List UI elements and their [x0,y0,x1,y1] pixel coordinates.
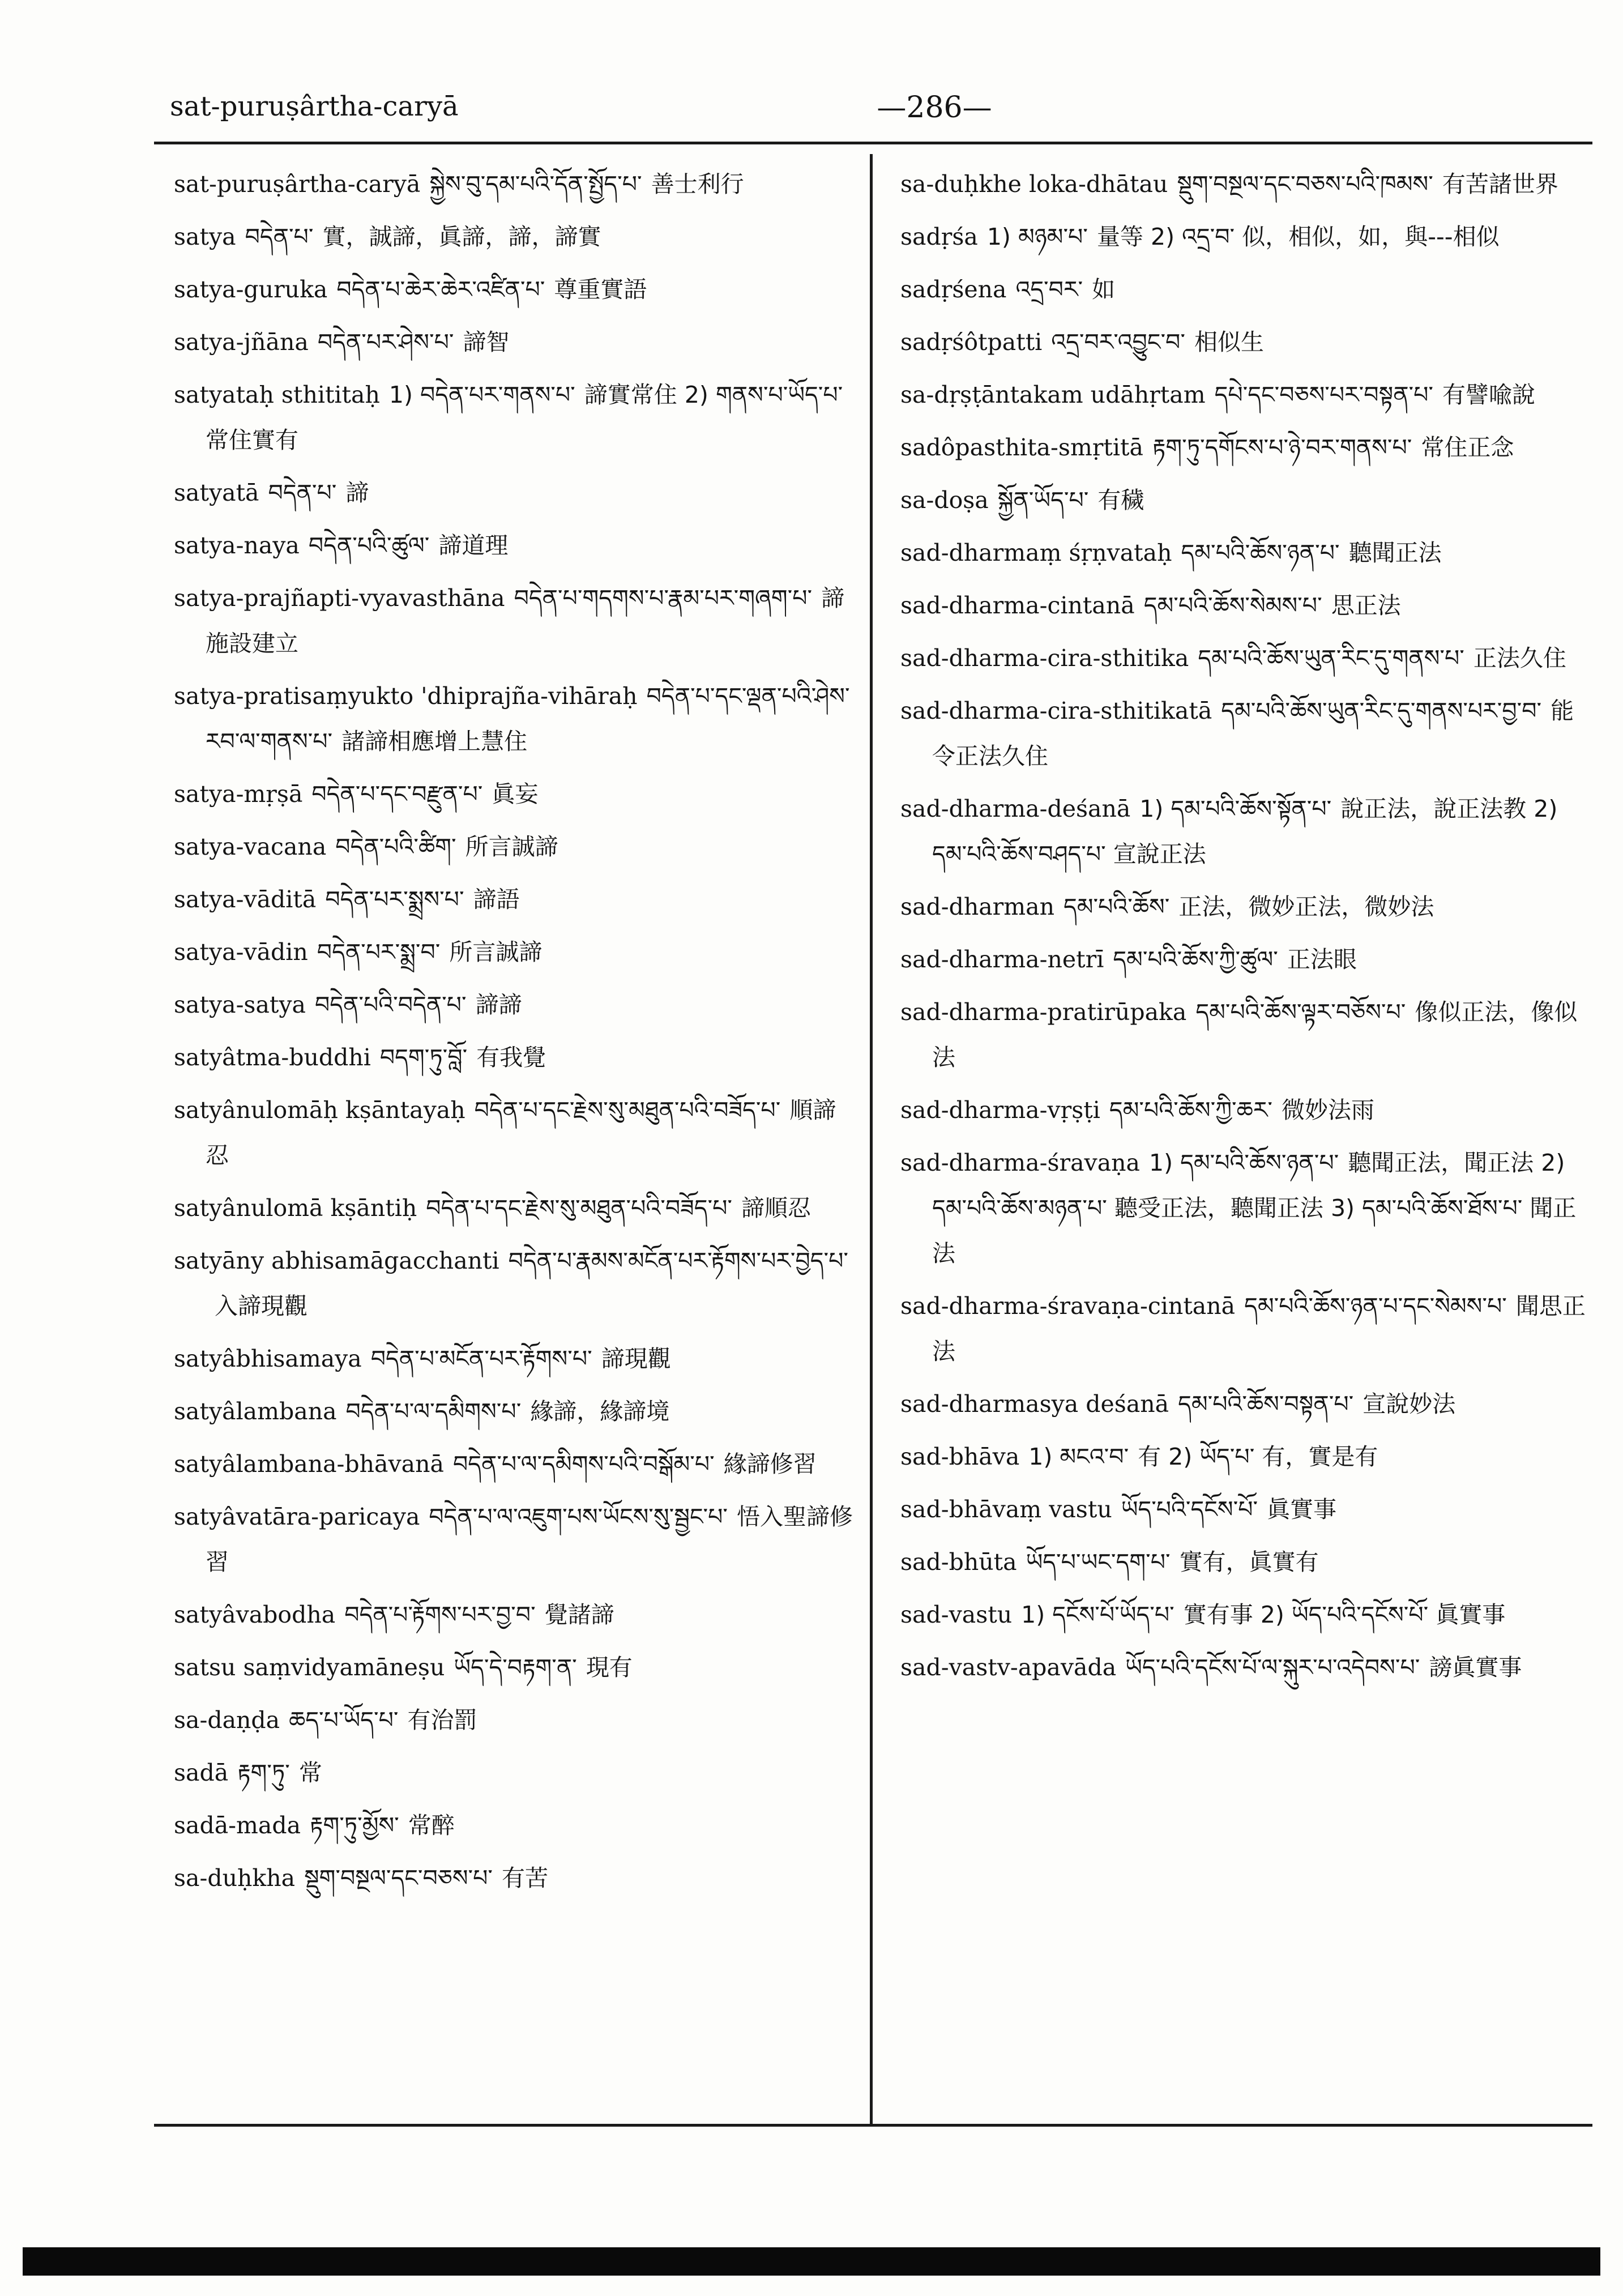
chinese-equivalent: 有苦諸世界 [1442,170,1558,198]
sanskrit-headword: satyâvabodha [174,1601,336,1628]
chinese-equivalent: 能令正法久住 [932,697,1574,770]
dictionary-entry [900,937,1597,982]
tibetan-equivalent: བདེན་པ་རྟོགས་པར་བྱ་བ་ [344,1601,536,1628]
chinese-equivalent: 聞思正法 [932,1292,1586,1365]
tibetan-equivalent: ཆད་པ་ཡོད་པ་ [289,1706,399,1734]
tibetan-equivalent: འདྲ་བར་ [1015,276,1083,303]
chinese-equivalent: 常 [298,1759,322,1786]
tibetan-equivalent: 1) དམ་པའི་ཆོས་སྟོན་པ་ [1139,795,1332,822]
sanskrit-headword: sad-dharma-netrī [900,946,1104,973]
sanskrit-headword: satya-pratisaṃyukto 'dhiprajña-vihāraḥ [174,682,638,710]
sanskrit-headword: sad-bhūta [900,1548,1017,1576]
tibetan-equivalent: དམ་པའི་ཆོས་ཡུན་རིང་དུ་གནས་པ་ [1198,645,1464,672]
sanskrit-headword: sad-dharma-deśanā [900,795,1131,822]
dictionary-entry [900,161,1597,207]
header-rule [154,142,1592,144]
sanskrit-headword: satyâlambana [174,1398,337,1425]
dictionary-entry [174,673,859,764]
dictionary-entry [900,786,1597,877]
sanskrit-headword: satya-satya [174,991,306,1018]
dictionary-entry [174,1389,859,1434]
chinese-equivalent: 覺諸諦 [544,1601,614,1628]
dictionary-entry [900,1283,1597,1374]
dictionary-entry [174,877,859,922]
sanskrit-headword: satyânulomāḥ kṣāntayaḥ [174,1096,465,1124]
tibetan-equivalent: དམ་པའི་ཆོས་ཀྱི་ཚུལ་ [1113,946,1278,973]
dictionary-entry [900,884,1597,929]
chinese-equivalent: 聽聞正法 [1348,539,1442,566]
column-divider [870,154,873,2125]
dictionary-entry [900,425,1597,470]
dictionary-entry [174,1855,859,1901]
dictionary-entry [900,530,1597,575]
sanskrit-headword: sad-bhāva [900,1443,1020,1470]
dictionary-entry [900,1434,1597,1479]
chinese-equivalent: 實有事 2) ཡོད་པའི་དངོས་པོ་ 眞實事 [1183,1601,1506,1628]
dictionary-entry [174,1336,859,1381]
sanskrit-headword: sad-dharma-cira-sthitika [900,645,1189,672]
tibetan-equivalent: རྟག་ཏུ་ [237,1759,290,1786]
chinese-equivalent: 眞實事 [1267,1496,1337,1523]
page-number: —286— [877,91,992,125]
chinese-equivalent: 眞妄 [492,780,539,808]
chinese-equivalent: 現有 [586,1654,633,1681]
chinese-equivalent: 微妙法雨 [1282,1096,1375,1124]
chinese-equivalent: 常住正念 [1421,434,1514,461]
chinese-equivalent: 常醉 [408,1812,455,1839]
chinese-equivalent: 有治罰 [407,1706,477,1734]
tibetan-equivalent: བདེན་པ་དང་རྗེས་སུ་མཐུན་པའི་བཟོད་པ་ [426,1194,732,1222]
tibetan-equivalent: དམ་པའི་ཆོས་ [1064,893,1170,920]
sanskrit-headword: satya-mṛṣā [174,780,303,808]
dictionary-entry [174,1645,859,1690]
sanskrit-headword: sadā-mada [174,1812,301,1839]
tibetan-equivalent: སྐྱོན་ཡོད་པ་ [997,486,1089,514]
dictionary-entry [174,372,859,463]
chinese-equivalent: 說正法，說正法教 2) དམ་པའི་ཆོས་བཤད་པ་ 宣說正法 [932,795,1558,868]
chinese-equivalent: 諸諦相應增上慧住 [341,728,528,755]
chinese-equivalent: 有我覺 [476,1044,546,1071]
tibetan-equivalent: བདེན་པ་ལ་དམིགས་པའི་བསྒོམ་པ་ [452,1450,715,1478]
sanskrit-headword: sat-puruṣârtha-caryā [174,170,421,198]
chinese-equivalent: 緣諦，緣諦境 [530,1398,670,1425]
sanskrit-headword: sa-daṇḍa [174,1706,280,1734]
dictionary-entry [900,989,1597,1080]
sanskrit-headword: sad-vastu [900,1601,1013,1628]
dictionary-entry [174,1238,859,1329]
tibetan-equivalent: བདེན་པ་ལ་འཇུག་པས་ཡོངས་སུ་སྦྱང་པ་ [429,1503,728,1530]
dictionary-entry [174,1803,859,1848]
dictionary-entry [174,214,859,259]
tibetan-equivalent: དམ་པའི་ཆོས་ཡུན་རིང་དུ་གནས་པར་བྱ་བ་ [1221,697,1542,724]
tibetan-equivalent: བདེན་པ་དང་བརྫུན་པ་ [311,780,483,808]
sanskrit-headword: satyâbhisamaya [174,1345,362,1372]
chinese-equivalent: 諦實常住 2) གནས་པ་ཡོད་པ་ 常住實有 [206,381,843,454]
dictionary-entry [174,1750,859,1795]
dictionary-entry [174,1035,859,1080]
sanskrit-headword: satyâtma-buddhi [174,1044,371,1071]
tibetan-equivalent: ཡོད་པའི་དངོས་པོ་ལ་སྐུར་པ་འདེབས་པ་ [1125,1654,1420,1681]
sanskrit-headword: sa-duḥkhe loka-dhātau [900,170,1168,198]
tibetan-equivalent: དམ་པའི་ཆོས་སེམས་པ་ [1143,592,1322,619]
chinese-equivalent: 諦語 [473,886,520,913]
chinese-equivalent: 有穢 [1097,486,1144,514]
sanskrit-headword: sadā [174,1759,229,1786]
dictionary-entry [900,1381,1597,1427]
sanskrit-headword: sa-dṛṣṭāntakam udāhṛtam [900,381,1206,408]
dictionary-entry [174,1592,859,1637]
tibetan-equivalent: རྟག་ཏུ་མྱོས་ [310,1812,399,1839]
tibetan-equivalent: བདེན་པ་གདགས་པ་རྣམ་པར་གཞག་པ་ [514,584,813,612]
dictionary-entry [900,635,1597,681]
chinese-equivalent: 緣諦修習 [723,1450,817,1478]
sanskrit-headword: sad-vastv-apavāda [900,1654,1117,1681]
sanskrit-headword: satya-prajñapti-vyavasthāna [174,584,505,612]
sanskrit-headword: sadôpasthita-smṛtitā [900,434,1143,461]
chinese-equivalent: 諦現觀 [601,1345,671,1372]
chinese-equivalent: 諦施設建立 [206,584,845,657]
dictionary-entry [174,1087,859,1178]
sanskrit-headword: satya-naya [174,532,300,559]
sanskrit-headword: sa-duḥkha [174,1864,296,1892]
sanskrit-headword: sad-dharmaṃ śṛṇvataḥ [900,539,1172,566]
chinese-equivalent: 宣說妙法 [1363,1390,1456,1418]
dictionary-entry [174,1697,859,1743]
tibetan-equivalent: བདེན་པ་ [245,223,314,250]
dictionary-entry [174,470,859,515]
sanskrit-headword: satyâvatāra-paricaya [174,1503,420,1530]
chinese-equivalent: 聽聞正法，聞正法 2) དམ་པའི་ཆོས་མཉན་པ་ 聽受正法，聽聞正法 3) དམ་པའི་ཆོས་ཐོས་པ་ 聞正法 [932,1149,1577,1267]
sanskrit-headword: sadṛśa [900,223,978,250]
tibetan-equivalent: བདེན་པ་དང་རྗེས་སུ་མཐུན་པའི་བཟོད་པ་ [474,1096,781,1124]
chinese-equivalent: 所言誠諦 [449,938,543,966]
dictionary-entry [900,1592,1597,1637]
dictionary-entry [174,575,859,666]
right-column [900,161,1597,1697]
tibetan-equivalent: བདེན་པ་མངོན་པར་རྟོགས་པ་ [370,1345,592,1372]
chinese-equivalent: 諦智 [463,328,510,356]
tibetan-equivalent: བདེན་པར་སྨྲ་བ་ [317,938,441,966]
tibetan-equivalent: བདེན་པར་ཤེས་པ་ [317,328,454,356]
page-header [170,85,1586,136]
dictionary-entry [174,824,859,869]
dictionary-entry [900,319,1597,365]
tibetan-equivalent: བདེན་པའི་ཚིག་ [335,833,456,860]
sanskrit-headword: sad-dharman [900,893,1055,920]
chinese-equivalent: 實有，眞實有 [1179,1548,1319,1576]
tibetan-equivalent: དམ་པའི་ཆོས་ཉན་པ་ [1181,539,1340,566]
tibetan-equivalent: དམ་པའི་ཆོས་ཉན་པ་དང་སེམས་པ་ [1244,1292,1507,1320]
tibetan-equivalent: བདག་ཏུ་བློ་ [379,1044,468,1071]
tibetan-equivalent: 1) དངོས་པོ་ཡོད་པ་ [1021,1601,1174,1628]
dictionary-entry [174,161,859,207]
sanskrit-headword: sad-dharma-śravaṇa [900,1149,1140,1176]
dictionary-entry [174,982,859,1027]
chinese-equivalent: 正法，微妙正法，微妙法 [1178,893,1434,920]
chinese-equivalent: 善士利行 [651,170,744,198]
chinese-equivalent: 諦順忍 [741,1194,811,1222]
left-column [174,161,859,1908]
tibetan-equivalent: ཡོད་པའི་དངོས་པོ་ [1121,1496,1258,1523]
sanskrit-headword: sad-dharma-cira-sthitikatā [900,697,1212,724]
footer-rule [154,2124,1592,2127]
dictionary-entry [900,1087,1597,1133]
dictionary-entry [174,1494,859,1585]
sanskrit-headword: satya-vacana [174,833,327,860]
tibetan-equivalent: རྟག་ཏུ་དགོངས་པ་ཉེ་བར་གནས་པ་ [1152,434,1412,461]
sanskrit-headword: sad-dharmasya deśanā [900,1390,1169,1418]
tibetan-equivalent: 1) མངའ་བ་ [1028,1443,1129,1470]
sanskrit-headword: sadṛśôtpatti [900,328,1043,356]
sanskrit-headword: satyataḥ sthititaḥ [174,381,380,408]
chinese-equivalent: 諦道理 [438,532,509,559]
chinese-equivalent: 量等 2) འདྲ་བ་ 似，相似，如，與---相似 [1096,223,1500,250]
chinese-equivalent: 所言誠諦 [465,833,558,860]
dictionary-entry [174,1185,859,1231]
tibetan-equivalent: བདེན་པ་དང་ལྡན་པའི་ཤེས་རབ་ལ་གནས་པ་ [206,682,850,755]
dictionary-entry [900,1645,1597,1690]
sanskrit-headword: sad-dharma-cintanā [900,592,1135,619]
chinese-equivalent: 悟入聖諦修習 [206,1503,853,1576]
sanskrit-headword: satyânulomā kṣāntiḥ [174,1194,417,1222]
sanskrit-headword: satya-vādin [174,938,308,966]
chinese-equivalent: 思正法 [1331,592,1401,619]
tibetan-equivalent: བདེན་པ་རྣམས་མངོན་པར་རྟོགས་པར་བྱེད་པ་ [508,1247,849,1274]
dictionary-entry [174,929,859,975]
dictionary-entry [900,1487,1597,1532]
chinese-equivalent: 有苦 [502,1864,549,1892]
tibetan-equivalent: དཔེ་དང་བཅས་པར་བསྟན་པ་ [1214,381,1434,408]
dictionary-entry [174,267,859,312]
sanskrit-headword: sadṛśena [900,276,1007,303]
tibetan-equivalent: བདེན་པར་སྨྲས་པ་ [325,886,464,913]
tibetan-equivalent: འདྲ་བར་འབྱུང་བ་ [1051,328,1185,356]
scan-edge-bar [23,2247,1600,2276]
chinese-equivalent: 入諦現觀 [215,1292,307,1320]
dictionary-entry [900,1140,1597,1276]
tibetan-equivalent: བདེན་པ་ [268,479,337,506]
sanskrit-headword: sad-dharma-vṛṣṭi [900,1096,1100,1124]
tibetan-equivalent: སྡུག་བསྔལ་དང་བཅས་པའི་ཁམས་ [1177,170,1433,198]
sanskrit-headword: satya-guruka [174,276,328,303]
tibetan-equivalent: དམ་པའི་ཆོས་ལྟར་བཅོས་པ་ [1195,998,1406,1026]
sanskrit-headword: satsu saṃvidyamāneṣu [174,1654,445,1681]
sanskrit-headword: sad-dharma-pratirūpaka [900,998,1187,1026]
chinese-equivalent: 實，誠諦，眞諦，諦，諦實 [322,223,601,250]
chinese-equivalent: 像似正法，像似法 [932,998,1578,1071]
chinese-equivalent: 如 [1092,276,1116,303]
sanskrit-headword: sad-bhāvaṃ vastu [900,1496,1112,1523]
dictionary-entry [900,267,1597,312]
running-head: sat-puruṣârtha-caryā [170,91,459,122]
chinese-equivalent: 諦諦 [475,991,522,1018]
chinese-equivalent: 正法眼 [1287,946,1357,973]
tibetan-equivalent: བདེན་པ་ཆེར་ཆེར་འཛིན་པ་ [336,276,545,303]
dictionary-entry [900,583,1597,628]
sanskrit-headword: satya-jñāna [174,328,309,356]
tibetan-equivalent: 1) དམ་པའི་ཆོས་ཉན་པ་ [1149,1149,1339,1176]
chinese-equivalent: 正法久住 [1473,645,1566,672]
chinese-equivalent: 有譬喩說 [1442,381,1536,408]
chinese-equivalent: 諦 [345,479,369,506]
sanskrit-headword: satya [174,223,236,250]
tibetan-equivalent: བདེན་པ་ལ་དམིགས་པ་ [345,1398,522,1425]
tibetan-equivalent: 1) མཉམ་པ་ [986,223,1088,250]
dictionary-entry [900,214,1597,259]
chinese-equivalent: 謗眞實事 [1429,1654,1522,1681]
tibetan-equivalent: ཡོད་པ་ཡང་དག་པ་ [1026,1548,1171,1576]
tibetan-equivalent: དམ་པའི་ཆོས་ཀྱི་ཆར་ [1109,1096,1273,1124]
tibetan-equivalent: 1) བདེན་པར་གནས་པ་ [388,381,575,408]
chinese-equivalent: 相似生 [1194,328,1264,356]
chinese-equivalent: 順諦忍 [206,1096,836,1169]
dictionary-entry [900,477,1597,523]
tibetan-equivalent: བདེན་པའི་བདེན་པ་ [315,991,467,1018]
tibetan-equivalent: སྐྱེས་བུ་དམ་པའི་དོན་སྤྱོད་པ་ [429,170,642,198]
dictionary-entry [174,523,859,568]
sanskrit-headword: satyāny abhisamāgacchanti [174,1247,499,1274]
dictionary-entry [174,771,859,817]
sanskrit-headword: satya-vāditā [174,886,317,913]
sanskrit-headword: sad-dharma-śravaṇa-cintanā [900,1292,1236,1320]
dictionary-entry [900,688,1597,779]
tibetan-equivalent: སྡུག་བསྔལ་དང་བཅས་པ་ [304,1864,493,1892]
chinese-equivalent: 尊重實語 [554,276,647,303]
tibetan-equivalent: བདེན་པའི་ཚུལ་ [308,532,430,559]
dictionary-entry [174,1441,859,1487]
tibetan-equivalent: དམ་པའི་ཆོས་བསྟན་པ་ [1178,1390,1354,1418]
dictionary-entry [900,372,1597,417]
sanskrit-headword: satyâlambana-bhāvanā [174,1450,444,1478]
chinese-equivalent: 有 2) ཡོད་པ་ 有，實是有 [1138,1443,1378,1470]
dictionary-entry [900,1539,1597,1585]
dictionary-entry [174,319,859,365]
sanskrit-headword: sa-doṣa [900,486,989,514]
sanskrit-headword: satyatā [174,479,259,506]
tibetan-equivalent: ཡོད་དེ་བརྟག་ན་ [454,1654,577,1681]
